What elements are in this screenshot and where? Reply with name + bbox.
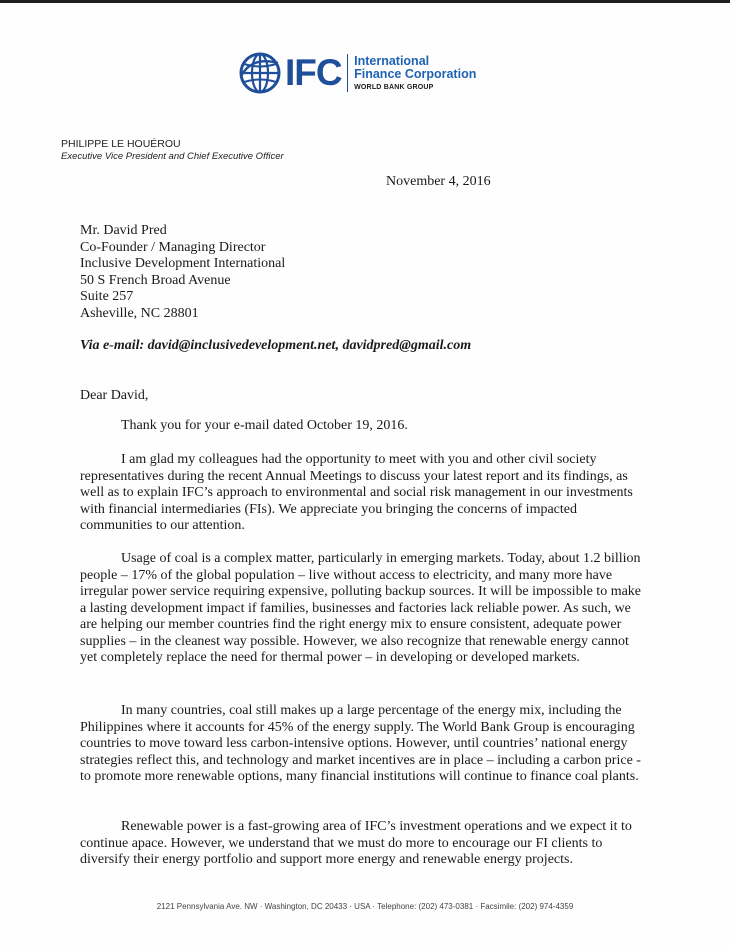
signatory-name: PHILIPPE LE HOUÉROU [61,138,181,150]
logo-ifc-letters: IFC [285,52,342,93]
paragraph: Usage of coal is a complex matter, particularly in emerging markets. Today, about 1.2 billion people – 17% of the global population – live without access to electricity, and many more have irregular power service requiring expensive, polluting backup sources. It will be impossible to make a lasting development impact if families, businesses and factories lack reliable power. As such, we are helping our member countries find the right energy mix to ensure consistent, adequate power supplies – in the cleanest way possible. However, we also recognize that renewable energy cannot yet completely replace the need for thermal power – in developing or developed markets. [80,551,642,665]
logo-group: WORLD BANK GROUP [354,83,434,91]
recipient-address [80,223,285,322]
address-line: Inclusive Development International [80,256,286,271]
logo-text [354,55,476,92]
letter-date: November 4, 2016 [386,174,491,189]
via-email-line: Via e-mail: david@inclusivedevelopment.net, davidpred@gmail.com [80,338,472,353]
logo-line-1: International [354,53,430,68]
address-line: 50 S French Broad Avenue [80,272,231,288]
signatory-title: Executive Vice President and Chief Executive Officer [61,151,284,162]
letter-footer: 2121 Pennsylvania Ave. NW · Washington, DC 20433 · USA · Telephone: (202) 473-0381 · Facsimile: (202) 974-4359 [156,902,574,911]
logo-line-2: Finance Corporation [354,66,477,81]
greeting: Dear David, [80,388,149,403]
address-line: Co-Founder / Managing Director [80,239,266,255]
address-line: Asheville, NC 28801 [80,305,199,321]
paragraph: Renewable power is a fast-growing area of IFC’s investment operations and we expect it to continue apace. However, we understand that we must do more to encourage our FI clients to diversify their energy portfolio and support more energy and renewable energy projects. [80,819,632,867]
logo-divider [347,54,349,92]
letter-page [0,3,730,947]
ifc-globe-icon [238,51,282,95]
paragraph: Thank you for your e-mail dated October 19, 2016. [121,418,408,433]
address-line: Mr. David Pred [80,223,167,238]
paragraph: In many countries, coal still makes up a large percentage of the energy mix, including the Philippines where it accounts for 45% of the energy supply. The World Bank Group is encouraging countries to move toward less carbon-intensive options. However, until countries’ national energy strategies reflect this, and technology and market incentives are in place – including a carbon price - to promote more renewable options, many financial institutions will continue to finance coal plants. [80,703,641,784]
address-line: Suite 257 [80,289,134,304]
paragraph: I am glad my colleagues had the opportunity to meet with you and other civil society representatives during the recent Annual Meetings to discuss your latest report and its findings, as well as to explain IFC’s approach to environmental and social risk management in our investments with financial intermediaries (FIs). We appreciate you bringing the concerns of impacted communities to our attention. [80,452,633,533]
ifc-logo [238,49,476,97]
